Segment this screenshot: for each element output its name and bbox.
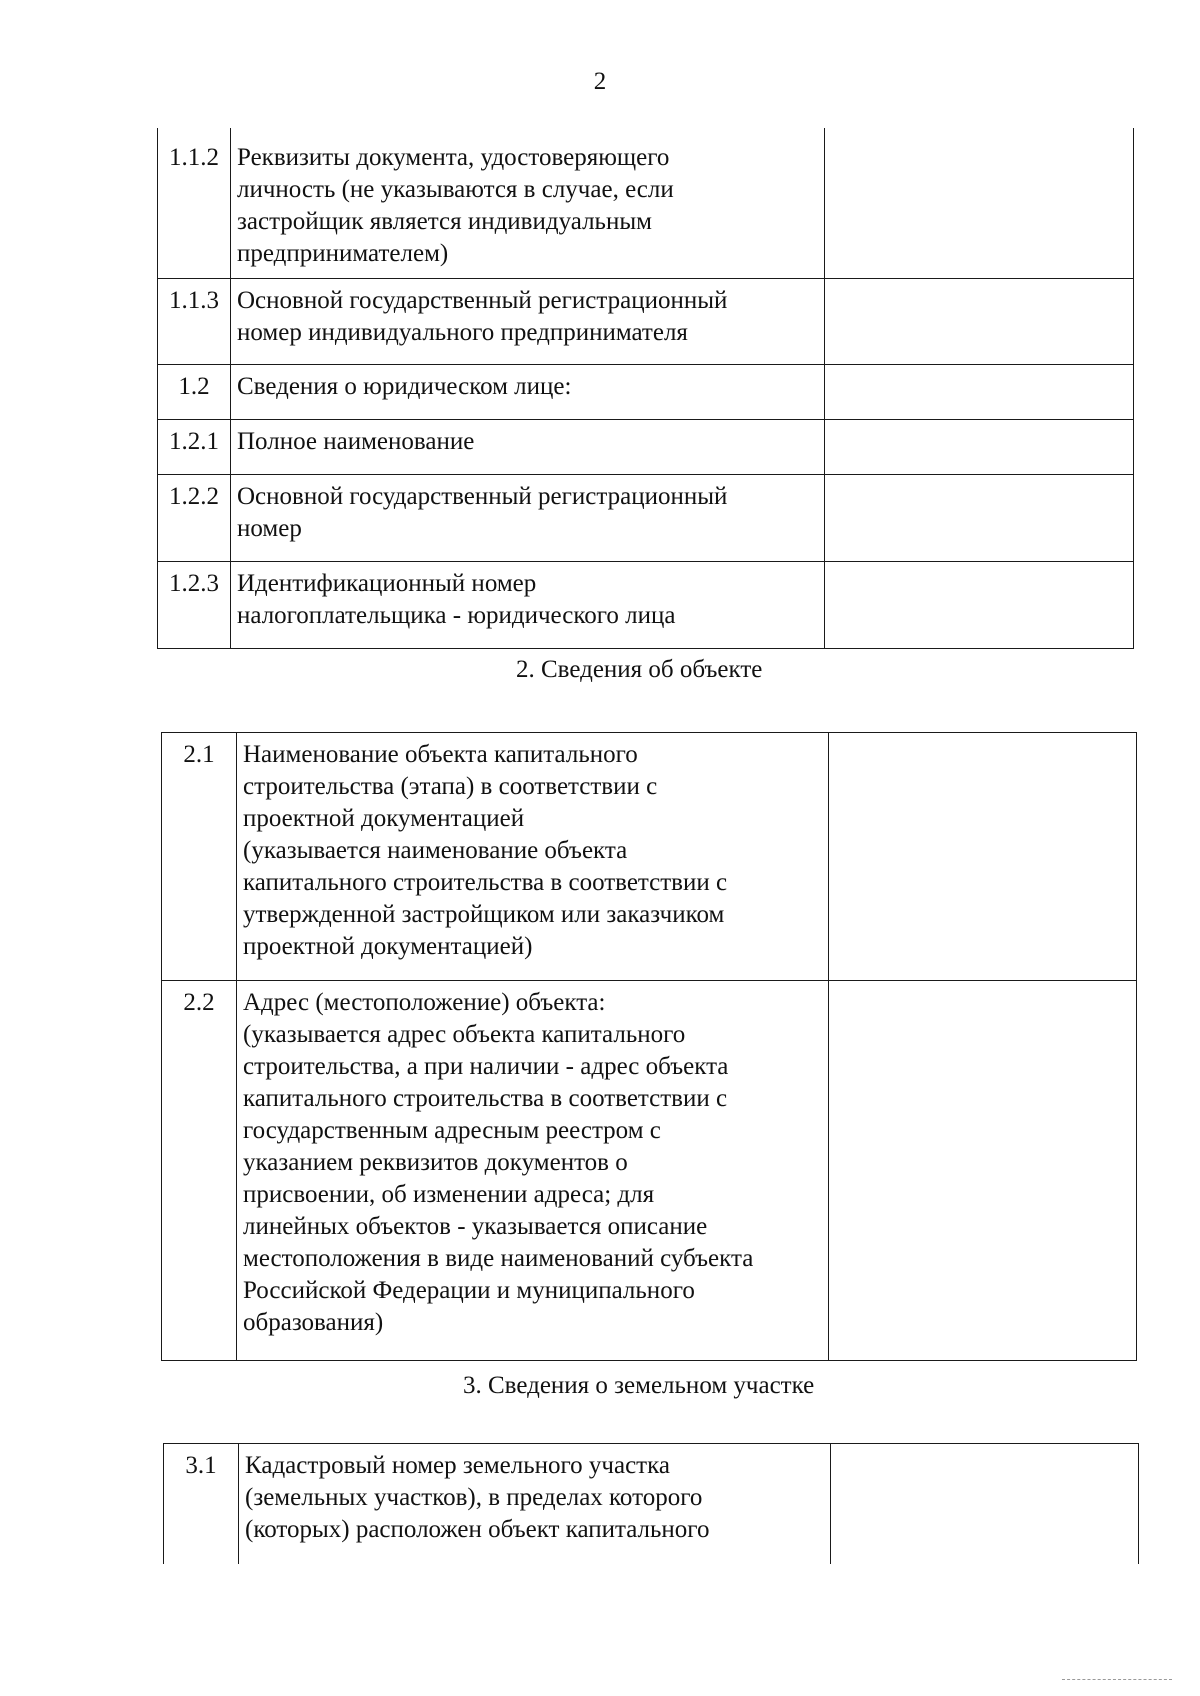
value-cell[interactable]: [825, 562, 1134, 649]
label-line: Наименование объекта капитального: [243, 741, 638, 768]
section1-table: [157, 128, 1134, 649]
row-label: [231, 475, 825, 562]
value-cell[interactable]: [825, 128, 1134, 279]
table-row: [162, 981, 1137, 1361]
value-cell[interactable]: [825, 279, 1134, 365]
label-line: Основной государственный регистрационный: [237, 287, 728, 314]
row-number: 1.2: [158, 365, 231, 420]
row-label: [231, 562, 825, 649]
label-line: государственным адресным реестром с: [243, 1117, 661, 1144]
page-number: 2: [593, 68, 607, 95]
label-line: личность (не указываются в случае, если: [237, 176, 674, 203]
label-line: Полное наименование: [237, 428, 475, 455]
label-line: капитального строительства в соответствии с: [243, 1085, 728, 1112]
value-cell[interactable]: [825, 475, 1134, 562]
row-number: 1.1.2: [158, 128, 231, 279]
table-row: [162, 733, 1137, 981]
label-line: (земельных участков), в пределах которого: [245, 1484, 703, 1511]
table-row: [158, 128, 1134, 279]
row-label: [239, 1444, 831, 1564]
row-number: 3.1: [164, 1444, 239, 1564]
label-line: номер индивидуального предпринимателя: [237, 319, 688, 346]
label-line: присвоении, об изменении адреса; для: [243, 1181, 655, 1208]
table-row: [158, 420, 1134, 475]
label-line: налогоплательщика - юридического лица: [237, 602, 676, 629]
label-line: застройщик является индивидуальным: [237, 208, 652, 235]
row-label: [231, 279, 825, 365]
label-line: Реквизиты документа, удостоверяющего: [237, 144, 670, 171]
row-label: [231, 420, 825, 475]
row-number: 1.2.3: [158, 562, 231, 649]
label-line: утвержденной застройщиком или заказчиком: [243, 901, 725, 928]
row-number: 2.2: [162, 981, 237, 1361]
row-number: 2.1: [162, 733, 237, 981]
label-line: строительства (этапа) в соответствии с: [243, 773, 658, 800]
section3-table: [163, 1443, 1139, 1564]
label-line: указанием реквизитов документов о: [243, 1149, 628, 1176]
label-line: местоположения в виде наименований субъекта: [243, 1245, 754, 1272]
label-line: линейных объектов - указывается описание: [243, 1213, 708, 1240]
row-label: [231, 365, 825, 420]
row-label: [237, 981, 829, 1361]
value-cell[interactable]: [829, 981, 1137, 1361]
label-line: предпринимателем): [237, 240, 449, 267]
value-cell[interactable]: [831, 1444, 1139, 1564]
table-row: [158, 365, 1134, 420]
label-line: капитального строительства в соответствии с: [243, 869, 728, 896]
label-line: номер: [237, 515, 302, 542]
label-line: Идентификационный номер: [237, 570, 537, 597]
label-line: (указывается адрес объекта капитального: [243, 1021, 686, 1048]
value-cell[interactable]: [825, 365, 1134, 420]
label-line: строительства, а при наличии - адрес объекта: [243, 1053, 729, 1080]
table-row: [158, 279, 1134, 365]
value-cell[interactable]: [825, 420, 1134, 475]
label-line: образования): [243, 1309, 384, 1336]
table-row: [158, 475, 1134, 562]
table-row: [158, 562, 1134, 649]
label-line: Основной государственный регистрационный: [237, 483, 728, 510]
label-line: (которых) расположен объект капитального: [245, 1516, 710, 1543]
label-line: проектной документацией: [243, 805, 525, 832]
section2-title: 2. Сведения об объекте: [516, 656, 763, 683]
label-line: Российской Федерации и муниципального: [243, 1277, 695, 1304]
scan-artifact-line: [1062, 1679, 1172, 1680]
row-number: 1.2.1: [158, 420, 231, 475]
table-row: [164, 1444, 1139, 1564]
label-line: Адрес (местоположение) объекта:: [243, 989, 606, 1016]
label-line: (указывается наименование объекта: [243, 837, 628, 864]
section2-table: [161, 732, 1137, 1361]
row-number: 1.2.2: [158, 475, 231, 562]
label-line: Сведения о юридическом лице:: [237, 373, 572, 400]
section3-title: 3. Сведения о земельном участке: [463, 1372, 815, 1399]
label-line: проектной документацией): [243, 933, 533, 960]
row-number: 1.1.3: [158, 279, 231, 365]
row-label: [231, 128, 825, 279]
label-line: Кадастровый номер земельного участка: [245, 1452, 670, 1479]
row-label: [237, 733, 829, 981]
value-cell[interactable]: [829, 733, 1137, 981]
